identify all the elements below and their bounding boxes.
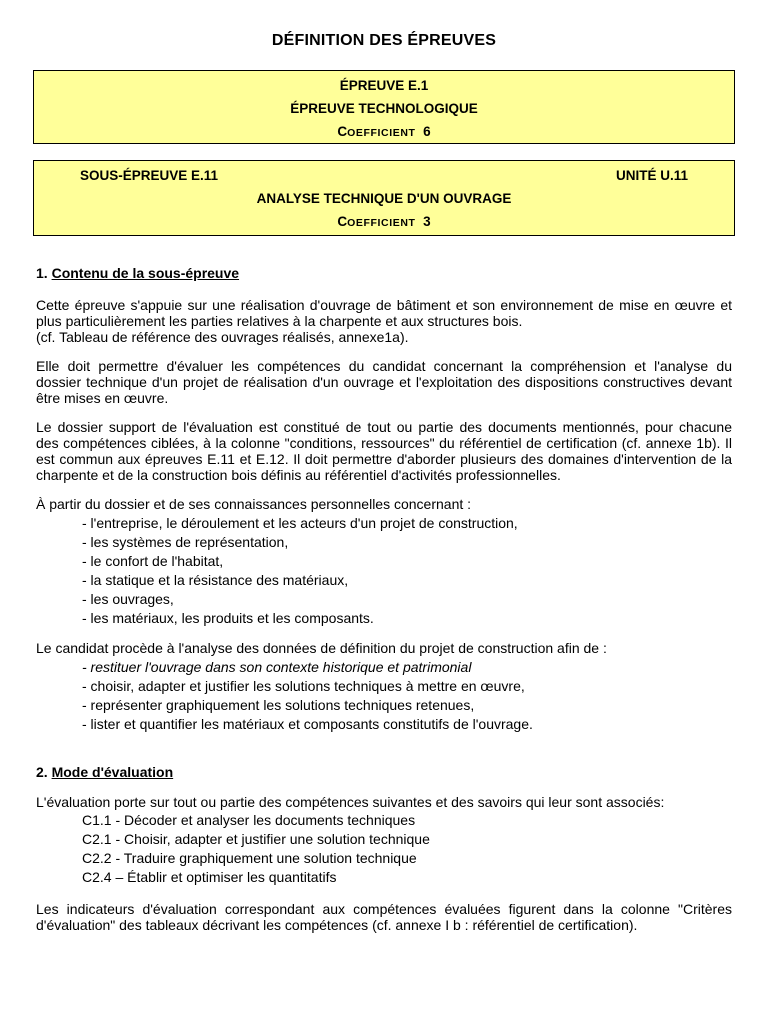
paragraph-line: Le candidat procède à l'analyse des données de définition du projet de construction afin de : [36,640,607,656]
paragraph-line: dossier technique d'un projet de réalisation d'un ouvrage et l'exploitation des dispositions constructives devant [36,374,732,390]
paragraph-line: plus particulièrement les parties relatives à la charpente et aux structures bois. [36,313,523,329]
coef-initial: C [337,214,348,229]
list-item: - les systèmes de représentation, [82,534,289,550]
list-item: - les matériaux, les produits et les composants. [82,610,374,626]
section-2-number: 2. [36,764,48,780]
list-item: - lister et quantifier les matériaux et composants constitutifs de l'ouvrage. [82,716,533,732]
competence-item: C2.1 - Choisir, adapter et justifier une solution technique [82,831,430,847]
list-item: - représenter graphiquement les solutions techniques retenues, [82,697,475,713]
coef-value: 3 [423,214,431,229]
list-item: - choisir, adapter et justifier les solutions techniques à mettre en œuvre, [82,678,525,694]
paragraph-line: charpente et de la construction bois définis au référentiel d'activités professionnelles. [36,467,561,483]
section-2-heading [36,764,732,780]
list-item: - la statique et la résistance des matériaux, [82,572,349,588]
section-1-heading [36,265,732,281]
list-item: - les ouvrages, [82,591,174,607]
paragraph-line: Les indicateurs d'évaluation correspondant aux compétences évaluées figurent dans la colonne "Critères [36,901,732,917]
epreuve-coefficient [34,124,734,139]
paragraph-line: des compétences ciblées, à la colonne "conditions, ressources" du référentiel de certification (cf. annexe 1b). Il [36,435,732,451]
page-title: DÉFINITION DES ÉPREUVES [271,32,497,49]
epreuve-title: ÉPREUVE TECHNOLOGIQUE [290,101,478,116]
coef-value: 6 [423,124,431,139]
paragraph-line: est commun aux épreuves E.11 et E.12. Il doit permettre d'aborder plusieurs des domaines d'intervention de la [36,451,732,467]
sous-epreuve-box [33,160,735,236]
section-1-number: 1. [36,265,48,281]
list-item: - le confort de l'habitat, [82,553,224,569]
unite-number: UNITÉ U.11 [615,168,688,183]
competence-item: C2.2 - Traduire graphiquement une solution technique [82,850,417,866]
section-1-title: Contenu de la sous-épreuve [51,265,240,281]
sous-epreuve-title: ANALYSE TECHNIQUE D'UN OUVRAGE [256,191,512,206]
coef-label: OEFFICIENT [347,217,416,229]
epreuve-box [33,70,735,144]
paragraph-line: Cette épreuve s'appuie sur une réalisation d'ouvrage de bâtiment et son environnement de mise en œuvre et [36,297,732,313]
competence-item: C1.1 - Décoder et analyser les documents techniques [82,812,416,828]
sous-epreuve-number: SOUS-ÉPREUVE E.11 [80,168,219,183]
paragraph-line: À partir du dossier et de ses connaissances personnelles concernant : [36,496,472,512]
list-item: - restituer l'ouvrage dans son contexte historique et patrimonial [82,659,472,675]
paragraph-line: être mises en œuvre. [36,390,169,406]
paragraph-line: Elle doit permettre d'évaluer les compétences du candidat concernant la compréhension et l'analyse du [36,358,732,374]
epreuve-number: ÉPREUVE E.1 [339,78,429,93]
competence-item: C2.4 – Établir et optimiser les quantitatifs [82,869,337,885]
paragraph-line: L'évaluation porte sur tout ou partie des compétences suivantes et des savoirs qui leur sont associés: [36,794,665,810]
paragraph-line: d'évaluation" des tableaux décrivant les compétences (cf. annexe I b : référentiel de certification). [36,917,638,933]
paragraph-line: (cf. Tableau de référence des ouvrages réalisés, annexe1a). [36,329,409,345]
coef-label: OEFFICIENT [347,127,416,139]
coef-initial: C [337,124,348,139]
paragraph-line: Le dossier support de l'évaluation est constitué de tout ou partie des documents mentionnés, pour chacune [36,419,732,435]
section-2-title: Mode d'évaluation [51,764,174,780]
sous-epreuve-coefficient [34,214,734,229]
list-item: - l'entreprise, le déroulement et les acteurs d'un projet de construction, [82,515,518,531]
